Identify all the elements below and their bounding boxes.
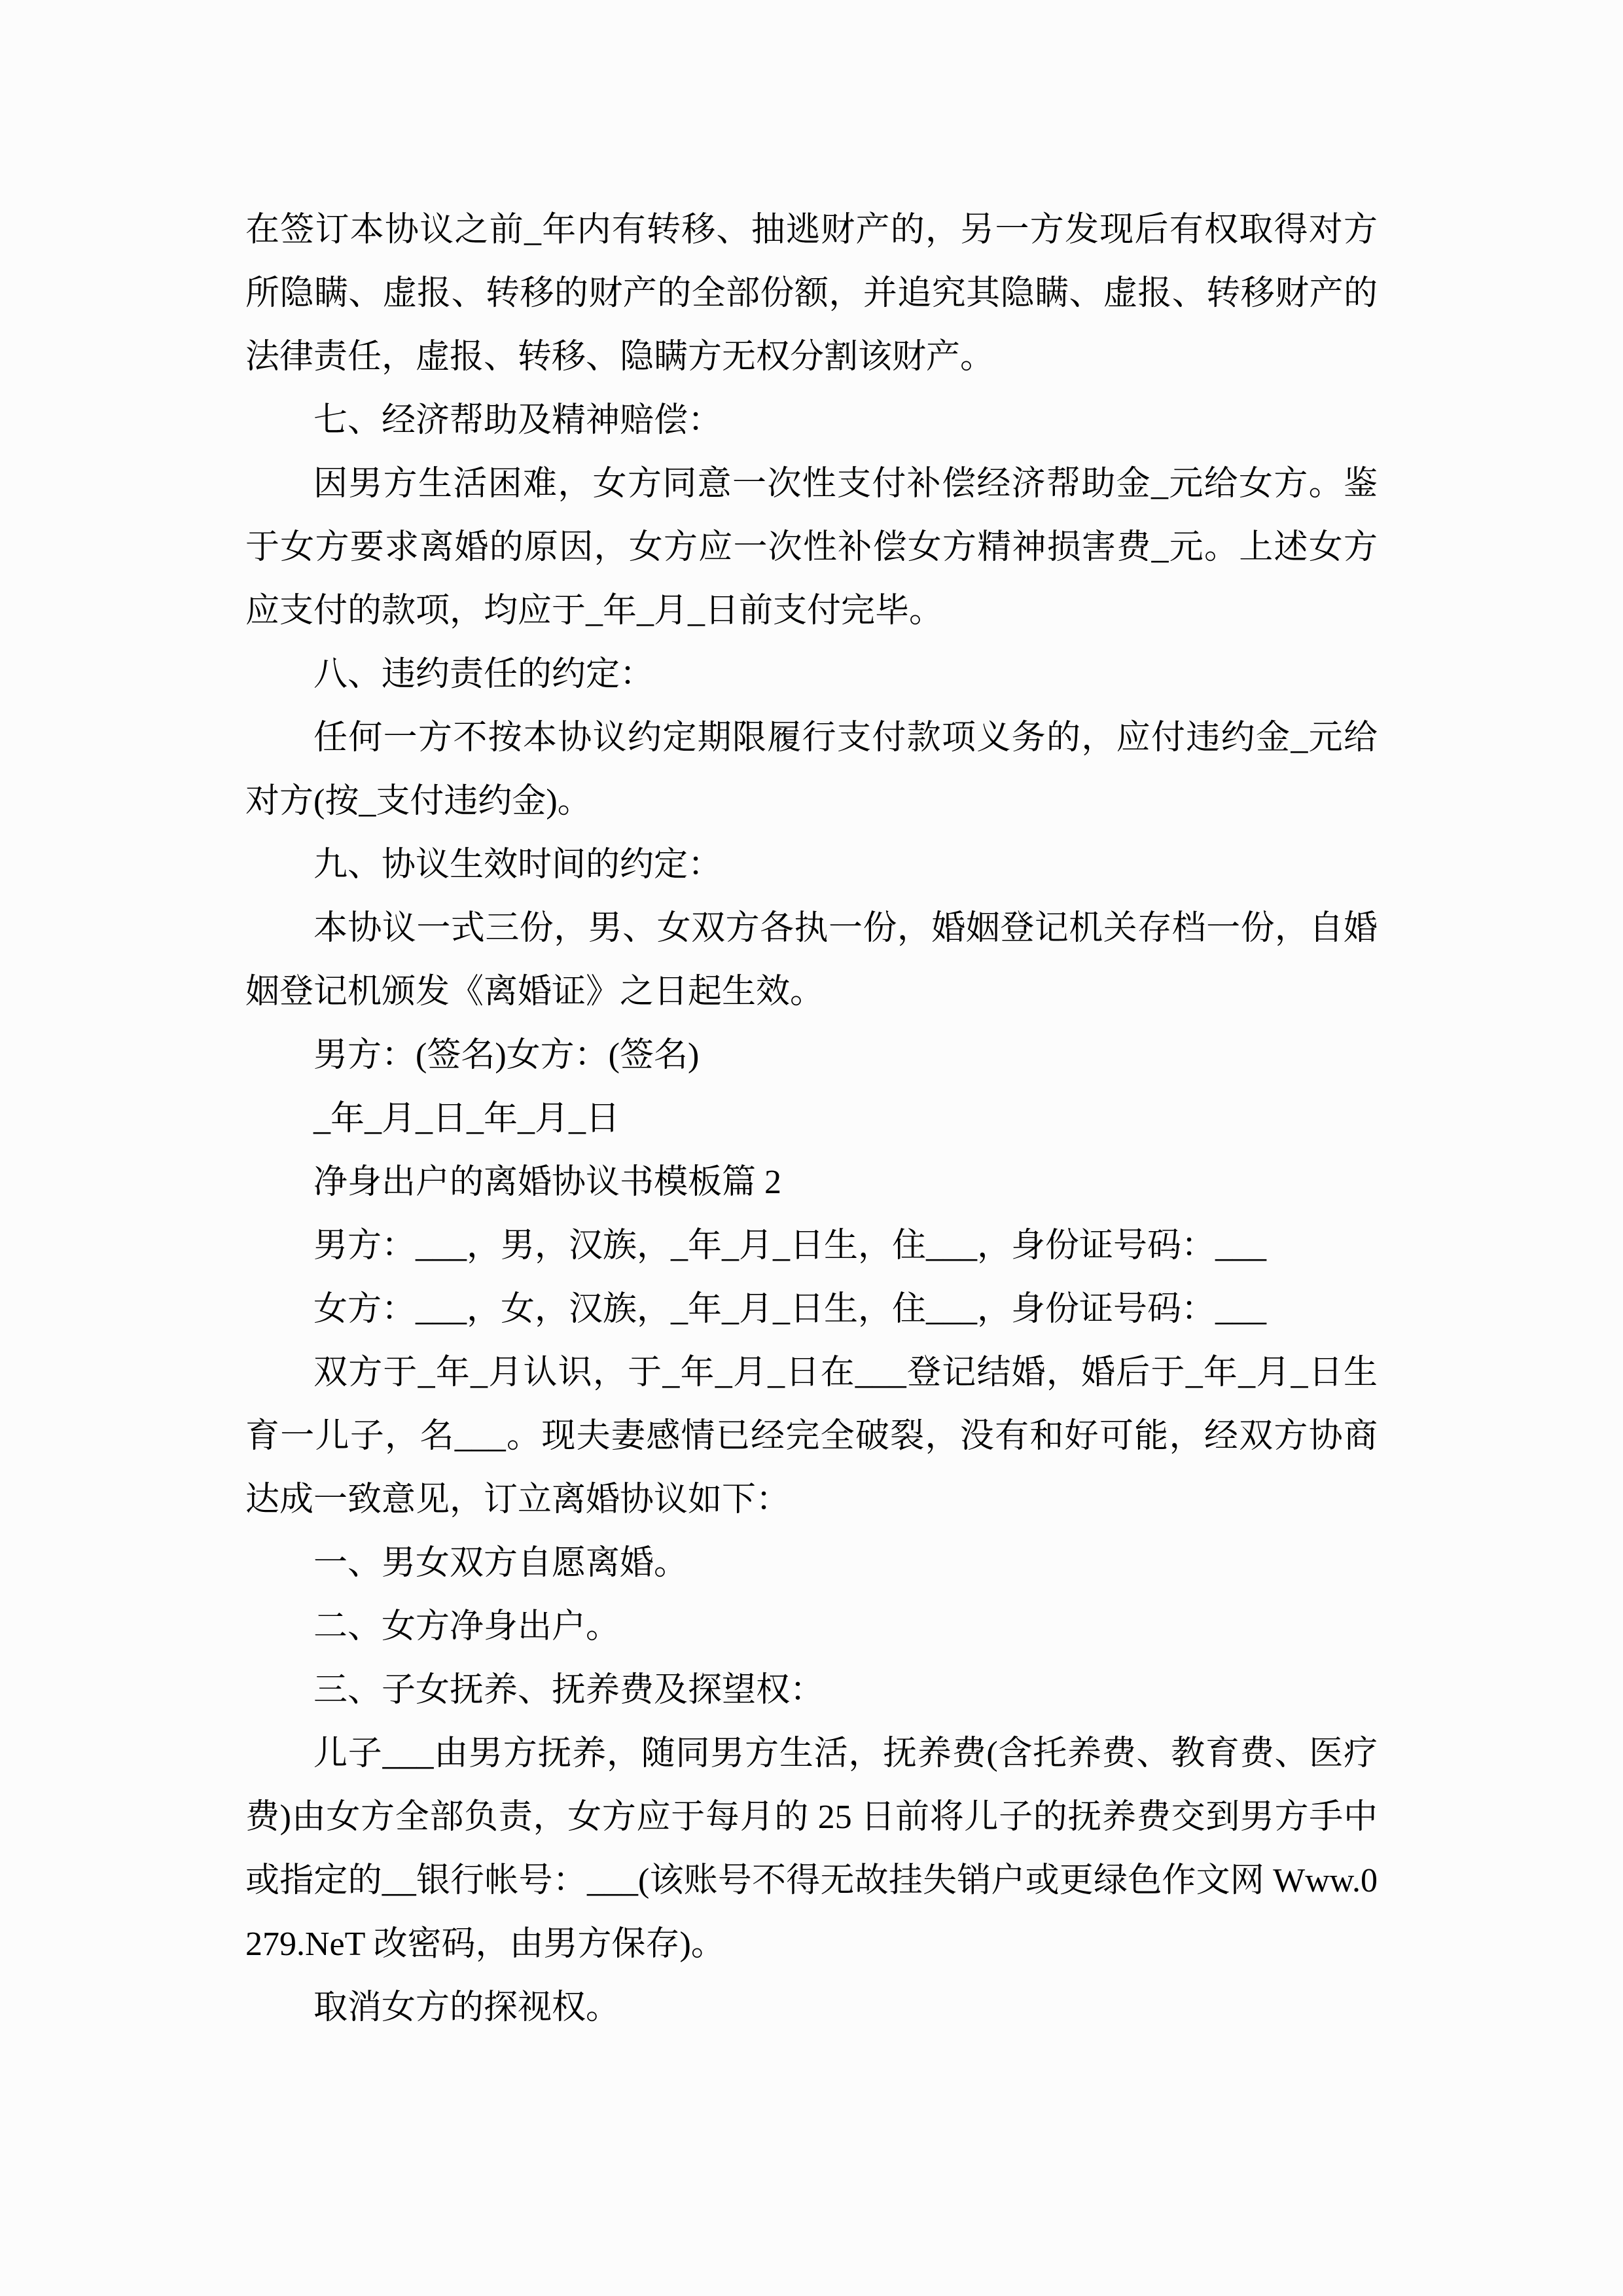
paragraph-effective-time: 本协议一式三份，男、女双方各执一份，婚姻登记机关存档一份，自婚姻登记机颁发《离婚证》之日起生效。 (245, 910, 1378, 1011)
paragraph-date-line: _年_月_日_年_月_日 (313, 1100, 620, 1138)
paragraph-heading-section-8: 八、违约责任的约定： (313, 656, 654, 693)
paragraph-breach-liability: 任何一方不按本协议约定期限履行支付款项义务的，应付违约金_元给对方(按_支付违约金)。 (245, 719, 1378, 820)
paragraph-heading-section-7: 七、经济帮助及精神赔偿： (313, 402, 722, 439)
paragraph-heading-section-9: 九、协议生效时间的约定： (313, 846, 722, 884)
paragraph-marriage-background: 双方于_年_月认识，于_年_月_日在___登记结婚，婚后于_年_月_日生育一儿子，名___。现夫妻感情已经完全破裂，没有和好可能，经双方协商达成一致意见，订立离婚协议如下： (245, 1354, 1378, 1518)
paragraph-cancel-visitation: 取消女方的探视权。 (313, 1989, 620, 2026)
paragraph-husband-info: 男方：___，男，汉族，_年_月_日生，住___，身份证号码：___ (313, 1227, 1267, 1265)
paragraph-item-3-custody-heading: 三、子女抚养、抚养费及探望权： (313, 1672, 825, 1709)
paragraph-wife-info: 女方：___，女，汉族，_年_月_日生，住___，身份证号码：___ (313, 1291, 1267, 1328)
paragraph-item-2-wife-leaves-with-nothing: 二、女方净身出户。 (313, 1608, 620, 1645)
paragraph-item-1-voluntary-divorce: 一、男女双方自愿离婚。 (313, 1545, 688, 1582)
paragraph-continuation-property-transfer: 在签订本协议之前_年内有转移、抽逃财产的，另一方发现后有权取得对方所隐瞒、虚报、转移的财产的全部份额，并追究其隐瞒、虚报、转移财产的法律责任，虚报、转移、隐瞒方无权分割该财产。 (245, 211, 1378, 376)
document-text-block (245, 198, 1378, 2039)
paragraph-custody-details: 儿子___由男方抚养，随同男方生活，抚养费(含托养费、教育费、医疗费)由女方全部负责，女方应于每月的 25 日前将儿子的抚养费交到男方手中或指定的__银行帐号：___(该账号不得无故挂失销户或更绿色作文网 Www.0279.NeT 改密码，由男方保存)。 (245, 1735, 1378, 1963)
paragraph-template-2-title: 净身出户的离婚协议书模板篇 2 (313, 1164, 782, 1201)
paragraph-signature-line: 男方：(签名)女方：(签名) (313, 1037, 700, 1074)
paragraph-economic-help: 因男方生活困难，女方同意一次性支付补偿经济帮助金_元给女方。鉴于女方要求离婚的原因，女方应一次性补偿女方精神损害费_元。上述女方应支付的款项，均应于_年_月_日前支付完毕。 (245, 465, 1378, 630)
